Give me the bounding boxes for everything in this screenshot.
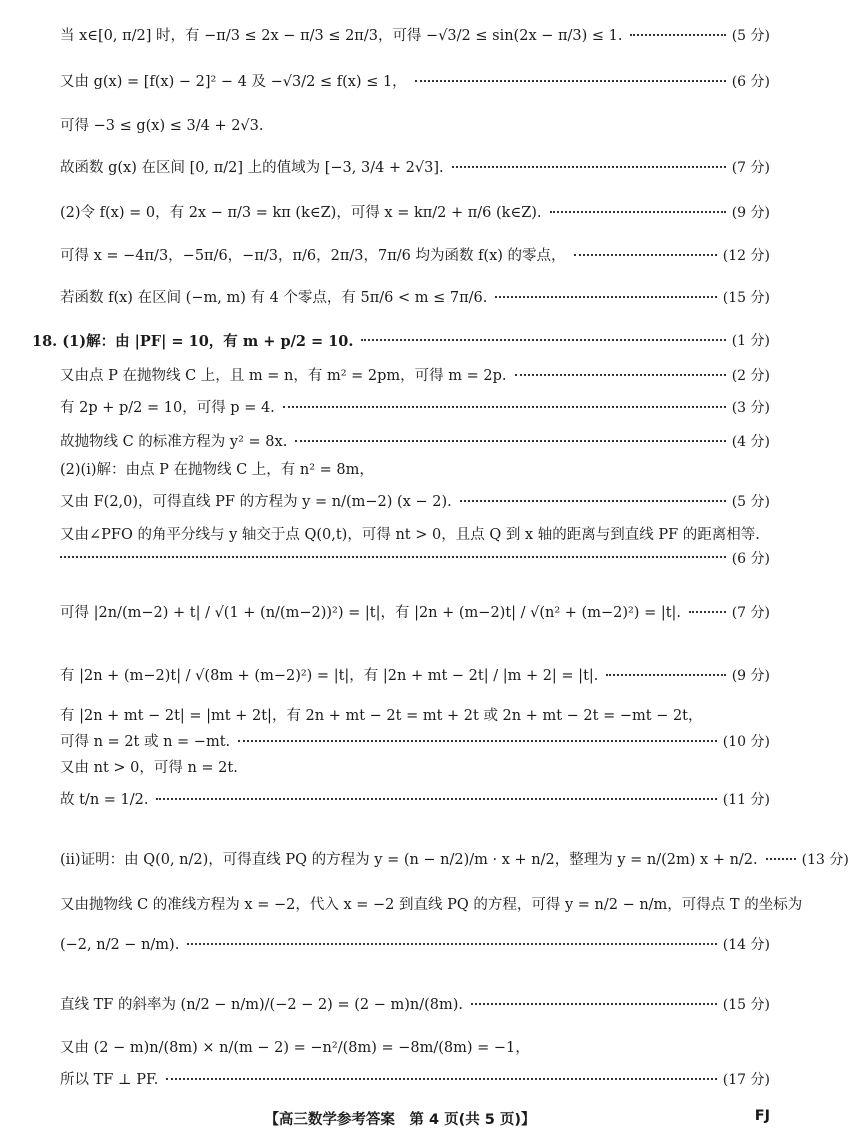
- solution-line: [60, 118, 770, 135]
- line-text: 又由 nt > 0，可得 n = 2t.: [60, 760, 238, 776]
- line-text: (2)令 f(x) = 0，有 2x − π/3 = kπ (k∈Z)，可得 x = kπ/2 + π/6 (k∈Z).: [60, 205, 542, 221]
- leader-dots: [630, 34, 725, 36]
- line-text: (ii)证明：由 Q(0, n/2)，可得直线 PQ 的方程为 y = (n − n/2)/m · x + n/2，整理为 y = n/(2m) x + n/2.: [60, 852, 758, 868]
- score-label: (6 分): [731, 551, 770, 567]
- solution-line: [60, 28, 770, 45]
- footer-title: 【高三数学参考答案 第 4 页(共 5 页)】: [264, 1112, 536, 1128]
- line-text: 当 x∈[0, π/2] 时，有 −π/3 ≤ 2x − π/3 ≤ 2π/3，可得 −√3/2 ≤ sin(2x − π/3) ≤ 1.: [60, 28, 623, 44]
- score-label: (11 分): [722, 792, 770, 809]
- score-label: (5 分): [731, 28, 770, 45]
- line-text: (2)(i)解：由点 P 在抛物线 C 上，有 n² = 8m，: [60, 462, 374, 478]
- solution-line: [60, 248, 770, 265]
- solution-line: [60, 792, 770, 809]
- line-text: 18. (1)解：由 |PF| = 10，有 m + p/2 = 10.: [32, 333, 354, 350]
- leader-dots: [156, 798, 716, 800]
- line-text: 直线 TF 的斜率为 (n/2 − n/m)/(−2 − 2) = (2 − m)n/(8m).: [60, 997, 463, 1013]
- line-text: 故抛物线 C 的标准方程为 y² = 8x.: [60, 434, 288, 450]
- leader-dots: [515, 374, 726, 376]
- solution-line: [60, 852, 849, 869]
- leader-dots: [550, 211, 726, 213]
- leader-dots: [606, 674, 725, 676]
- leader-dots: [471, 1003, 717, 1005]
- solution-line: [60, 160, 770, 177]
- leader-dots: [689, 611, 726, 613]
- score-label: (14 分): [722, 937, 770, 954]
- line-text: 有 |2n + mt − 2t| = |mt + 2t|，有 2n + mt − 2t = mt + 2t 或 2n + mt − 2t = −mt − 2t，: [60, 708, 703, 724]
- line-text: 又由点 P 在抛物线 C 上，且 m = n，有 m² = 2pm，可得 m = 2p.: [60, 368, 507, 384]
- page-footer: [0, 1108, 800, 1129]
- score-label: (2 分): [731, 368, 770, 385]
- score-label: (17 分): [722, 1072, 770, 1089]
- solution-line: [60, 708, 770, 725]
- solution-line: [60, 760, 770, 777]
- leader-dots: [295, 440, 725, 442]
- score-label: (1 分): [731, 333, 770, 350]
- solution-line: [60, 400, 770, 417]
- line-text: 可得 −3 ≤ g(x) ≤ 3/4 + 2√3.: [60, 118, 264, 134]
- score-label: (10 分): [722, 734, 770, 751]
- score-label: (4 分): [731, 434, 770, 451]
- leader-dots: [415, 80, 726, 82]
- solution-line: [32, 333, 770, 350]
- leader-dots: [238, 740, 717, 742]
- score-label: (15 分): [722, 290, 770, 307]
- score-label: (9 分): [731, 205, 770, 222]
- line-text: 又由 g(x) = [f(x) − 2]² − 4 及 −√3/2 ≤ f(x) ≤ 1，: [60, 74, 407, 90]
- solution-line: [60, 434, 770, 451]
- leader-dots: [283, 406, 726, 408]
- solution-line: [60, 290, 770, 307]
- solution-line: [60, 1072, 770, 1089]
- score-label: (5 分): [731, 494, 770, 511]
- solution-line: [60, 605, 770, 622]
- score-label: (15 分): [722, 997, 770, 1014]
- solution-line: [60, 368, 770, 385]
- solution-line: [60, 937, 770, 954]
- leader-dots: [187, 943, 716, 945]
- line-text: 有 |2n + (m−2)t| / √(8m + (m−2)²) = |t|，有 |2n + mt − 2t| / |m + 2| = |t|.: [60, 668, 599, 684]
- leader-dots: [166, 1078, 716, 1080]
- solution-line: [60, 997, 770, 1014]
- solution-line: [60, 551, 770, 568]
- leader-dots: [60, 556, 726, 558]
- line-text: 又由抛物线 C 的准线方程为 x = −2，代入 x = −2 到直线 PQ 的方程，可得 y = n/2 − n/m，可得点 T 的坐标为: [60, 897, 803, 913]
- leader-dots: [452, 166, 726, 168]
- leader-dots: [574, 254, 717, 256]
- line-text: 又由∠PFO 的角平分线与 y 轴交于点 Q(0,t)，可得 nt > 0，且点 Q 到 x 轴的距离与到直线 PF 的距离相等.: [60, 527, 760, 543]
- solution-line: [60, 74, 770, 91]
- leader-dots: [460, 500, 726, 502]
- score-label: (7 分): [731, 605, 770, 622]
- leader-dots: [495, 296, 716, 298]
- line-text: 可得 x = −4π/3，−5π/6，−π/3，π/6，2π/3，7π/6 均为函数 f(x) 的零点，: [60, 248, 566, 264]
- score-label: (12 分): [722, 248, 770, 265]
- leader-dots: [766, 858, 796, 860]
- solution-line: [60, 205, 770, 222]
- solution-line: [60, 1040, 770, 1057]
- footer-code: FJ: [754, 1108, 770, 1124]
- line-text: 有 2p + p/2 = 10，可得 p = 4.: [60, 400, 275, 416]
- line-text: 故 t/n = 1/2.: [60, 792, 149, 808]
- line-text: 若函数 f(x) 在区间 (−m, m) 有 4 个零点，有 5π/6 < m ≤ 7π/6.: [60, 290, 488, 306]
- solution-line: [60, 494, 770, 511]
- line-text: 又由 (2 − m)n/(8m) × n/(m − 2) = −n²/(8m) = −8m/(8m) = −1，: [60, 1040, 530, 1056]
- score-label: (7 分): [731, 160, 770, 177]
- solution-line: [60, 897, 803, 914]
- line-text: 可得 n = 2t 或 n = −mt.: [60, 734, 231, 750]
- score-label: (13 分): [801, 852, 849, 869]
- line-text: 所以 TF ⊥ PF.: [60, 1072, 159, 1088]
- score-label: (9 分): [731, 668, 770, 685]
- line-text: 故函数 g(x) 在区间 [0, π/2] 上的值域为 [−3, 3/4 + 2√3].: [60, 160, 444, 176]
- line-text: 又由 F(2,0)，可得直线 PF 的方程为 y = n/(m−2) (x − 2).: [60, 494, 452, 510]
- solution-line: [60, 527, 770, 544]
- score-label: (3 分): [731, 400, 770, 417]
- leader-dots: [361, 339, 725, 341]
- solution-line: [60, 734, 770, 751]
- line-text: 可得 |2n/(m−2) + t| / √(1 + (n/(m−2))²) = |t|，有 |2n + (m−2)t| / √(n² + (m−2)²) = |t|.: [60, 605, 682, 621]
- line-text: (−2, n/2 − n/m).: [60, 937, 180, 953]
- solution-line: [60, 668, 770, 685]
- score-label: (6 分): [731, 74, 770, 91]
- solution-line: [60, 462, 770, 479]
